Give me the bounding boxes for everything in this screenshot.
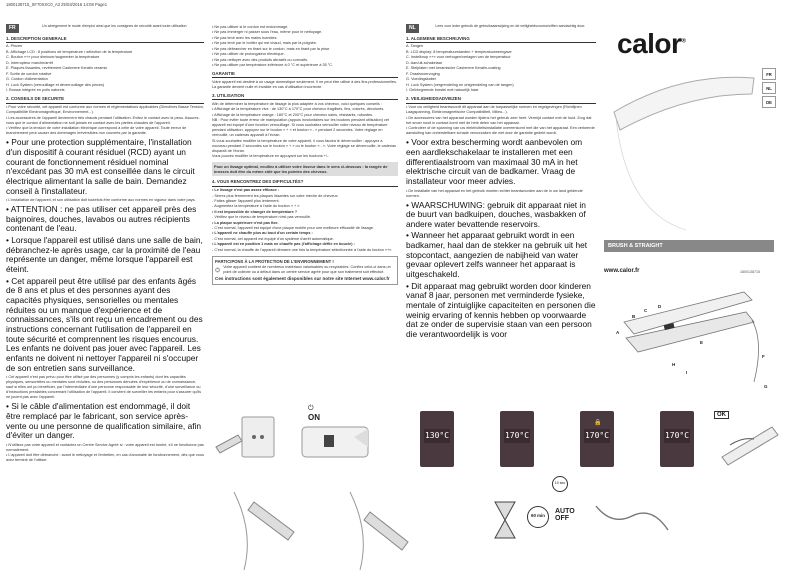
fr-safety-bullet: • Ne pas nettoyer avec des produits abrasifs ou corrosifs. bbox=[212, 57, 309, 62]
nl-s2-text2: • De accessoires van het apparaat worden tijdens het gebruik zeer heet. Vermijd contact met de huid. Zorg dat het snoer nooit in contact komt met de hete delen van het apparaat. bbox=[406, 115, 592, 125]
fr-s1-list bbox=[6, 44, 204, 93]
troubleshoot-line: - C'est normal, cet appareil est équipé d'un système d'arrêt automatique. bbox=[212, 236, 334, 241]
tab-fr: FR bbox=[762, 68, 776, 80]
troubleshoot-line: - C'est normal, la chauffe de l'appareil démarre une fois la température sélectionnée à l'aide du bouton «+». bbox=[212, 247, 393, 252]
calor-logo: calor® bbox=[617, 28, 686, 59]
callout-letter: D bbox=[658, 304, 662, 309]
callout-letter: A bbox=[616, 330, 620, 335]
fr-s1-item: A. Pinces bbox=[6, 44, 23, 49]
temp-display-2: 170°C bbox=[504, 429, 530, 443]
nl-s1-item: F. Draaisnoervoging bbox=[406, 71, 440, 76]
troubleshoot-line: • Le lissage n'est pas assez efficace : bbox=[212, 188, 280, 193]
troubleshoot-line: - Vérifiez que le niveau de température n'est pas verrouillé. bbox=[212, 215, 312, 220]
sixty-min-badge: 60 min bbox=[527, 506, 549, 528]
fr-s3-more: Si vous souhaitez modifier la température de votre appareil, il vous faudra le déverrouiller : appuyez à nouveau pendant 2 secondes sur le bouton « + » ou le bouton « - ». Votre réglage se déverrouille, le cadenas disparaît de l'écran. bbox=[212, 138, 396, 153]
fr-s1-item: E. Plaques lissantes, revêtement Cashmere Keratin ceramic bbox=[6, 66, 108, 71]
temp-display-1: 130°C bbox=[424, 429, 450, 443]
fr-s1-item: F. Sortie de cordon rotative bbox=[6, 71, 52, 76]
straightener-closed-illustration bbox=[606, 72, 756, 232]
step-temp-170a bbox=[470, 407, 548, 472]
env-website-note: Ces instructions sont également disponibles sur notre site Internet www.calor.fr bbox=[215, 276, 390, 282]
fr-safety-bullet: • Ne pas utiliser de prolongateur électrique. bbox=[212, 52, 285, 56]
fr-cable-warning: • Si le câble d'alimentation est endommagé, il doit être remplacé par le fabricant, son service après-vente ou une personne de qualification similaire, afin d'éviter un danger. bbox=[6, 401, 202, 441]
fr-s3-item: • Affichage de la température vive : de 130°C à 170°C pour cheveux fragilisés, fins, colorés, décolorés. bbox=[212, 107, 385, 112]
nl-s1-list bbox=[406, 44, 596, 93]
nl-rcd-warning: • Voor extra bescherming wordt aanbevolen om een aardlekschakelaar te installeren met een differentiaalstroom van maximaal 30 mA in het elektrische circuit van de badkamer. Vraag de installateur voor meer advies. bbox=[406, 137, 583, 186]
ok-label: OK bbox=[714, 411, 729, 419]
lock-icon: 🔒 bbox=[594, 420, 602, 426]
tab-de: DE bbox=[762, 96, 776, 108]
nl-s2-text1: • Voor uw veiligheid beantwoordt dit apparaat aan de toepasselijke normen en regelgevingen (Richtlijnen Laagspanning, Elektromagnetische Compatibiliteit, Milieu...). bbox=[406, 105, 582, 115]
garantie-text: Votre appareil est destiné à un usage domestique seulement. Il ne peut être utilisé à des fins professionnelles. La garantie devient nulle et invalide en cas d'utilisation incorrecte. bbox=[212, 79, 397, 89]
fr-s4-title: 4. VOUS RENCONTREZ DES DIFFICULTÉS? bbox=[212, 179, 398, 186]
fr-s3-last: Vous pouvez modifier la température en appuyant sur les boutons +/-. bbox=[212, 154, 330, 159]
language-tabs bbox=[762, 68, 776, 110]
nl-s1-item: A. Tangen bbox=[406, 44, 424, 49]
fr-s3-list bbox=[212, 107, 398, 118]
nl-s1-item: I. Geïntegreerde borstel met natuurlijk haar bbox=[406, 88, 479, 93]
fr-s1-item: B. Affichage LCD : 8 positions de température • sélection de la température bbox=[6, 49, 133, 54]
fr-troubleshoot-list bbox=[212, 188, 398, 252]
ten-sec-badge: 10 sec bbox=[552, 476, 568, 492]
nl-children-warning: • Dit apparaat mag gebruikt worden door kinderen vanaf 8 jaar, personen met verminderde fysieke, mentale of zintuiglijke capaciteiten en personen die weinig ervaring of kennis hebben op voorwaarde dat ze onder de supervisie staan van een persoon die verantwoordelijk is voor bbox=[406, 280, 596, 340]
step-power-on bbox=[294, 407, 372, 472]
troubleshoot-line: • La plaque supérieure n'est pas fixe. bbox=[212, 220, 279, 225]
fr-install-note: • L'installation de l'appareil, et son utilisation doit toutefois être conforme aux normes en vigueur dans votre pays. bbox=[6, 198, 196, 203]
fr-s2-title: 2. CONSEILS DE SECURITE bbox=[6, 96, 204, 103]
fr-s3-item: • Affichage de la température orange : 180°C et 200°C pour cheveux sains, résistants, robustes. bbox=[212, 112, 374, 117]
fr-s1-item: D. Interrupteur marche/arrêt bbox=[6, 60, 54, 65]
step-temp-130 bbox=[390, 407, 468, 472]
env-title: PARTICIPONS À LA PROTECTION DE L'ENVIRONNEMENT ! bbox=[215, 258, 334, 264]
fr-s2-text2: • Les accessoires de l'appareil deviennent très chauds pendant l'utilisation. Evitez le contact avec la peau. Assurez-vous que le cordon d'alimentation ne soit jamais en contact avec les parties chaudes de l'appareil. bbox=[6, 115, 200, 125]
troubleshoot-line: • L'appareil est en position 1 mais ne chauffe pas (l'affichage défile en boucle) : bbox=[212, 242, 355, 247]
nl-s2-text3: • Controleer of de spanning van uw elektriciteitsinstallatie overeenkomt met die van het apparaat. Een verkeerde aansluiting kan onherstelbare schade veroorzaken die niet door de garantie gedekt wordt. bbox=[406, 126, 595, 136]
troubleshoot-line: - Augmentez la température à l'aide du bouton « + ». bbox=[212, 204, 301, 209]
fr-safety-bullet: • Ne pas tenir avec les mains humides. bbox=[212, 35, 278, 40]
fr-s1-item: C. Bouton «+» pour diminuer/augmenter la température bbox=[6, 55, 100, 60]
fr-unplug-note: • L'appareil doit être débranché : avant le nettoyage et l'entretien, en cas d'anomalie de fonctionnement, dès que vous avez terminé de l'utiliser. bbox=[6, 453, 204, 463]
fr-safety-bullet: • Ne pas tenir par le boîtier qui est chaud, mais par la poignée. bbox=[212, 41, 317, 45]
temp-display-3: 170°C bbox=[584, 429, 610, 443]
fr-bathroom-warning: • Lorsque l'appareil est utilisé dans une salle de bain, débranchez-le après usage, car la proximité de l'eau représente un danger, même lorsque l'appareil est éteint. bbox=[6, 235, 203, 275]
step-temp-lock bbox=[550, 407, 628, 472]
hourglass-icon bbox=[490, 500, 520, 540]
brushing-illustration-1 bbox=[214, 482, 314, 572]
nl-s1-item: E. Stelplaten met keramische Cashmere Keratin-coating bbox=[406, 66, 501, 71]
fr-safety-bullet: • Ne pas utiliser par température inférieure à 0 °C et supérieure à 35 °C. bbox=[212, 63, 334, 67]
env-text: Votre appareil contient de nombreux matériaux valorisables ou recyclables. Confiez celui-ci dans un point de collecte ou à défaut dans un centre service agréé pour que son traitement soit effectué. bbox=[223, 265, 391, 275]
fr-s1-item: H. Lock System (verrouillage et déverrouillage des pinces) bbox=[6, 82, 105, 87]
nl-s1-item: D. Aan/uit-schakelaar bbox=[406, 60, 443, 65]
fr-persons-note: • Cet appareil n'est pas prévu pour être utilisé par des personnes (y compris les enfants) dont les capacités physiques, sensorielles ou mentales sont réduites, ou des personnes dénuées d'expérience ou de connaissance, sauf si elles ont pu bénéficier, par l'intermédiaire d'une personne responsable de leur sécurité, d'une surveillance ou d'instructions préalables concernant l'utilisation de l'appareil. Il convient de surveiller les enfants pour s'assurer qu'ils ne jouent pas avec l'appareil. bbox=[6, 375, 202, 400]
fr-safety-bullet: • Ne pas utiliser si le cordon est endommagé. bbox=[212, 24, 289, 29]
power-icon: ⏻ bbox=[308, 405, 314, 412]
nl-s2-title: 2. VEILIGHEIDSADVIEZEN bbox=[406, 96, 596, 103]
fr-service-note: • N'utilisez pas votre appareil et contactez un Centre Service Agréé si : votre appareil est tombé, s'il ne fonctionne pas normalement. bbox=[6, 442, 204, 452]
product-banner: BRUSH & STRAIGHT bbox=[604, 240, 774, 252]
troubleshoot-line: • L'appareil ne chauffe plus au bout d'un certain temps : bbox=[212, 231, 313, 236]
nl-column bbox=[406, 24, 596, 404]
fr-s3-nb: NB : Pour éviter toute erreur de manipulation (appuis involontaires sur les boutons pendant utilisation) cet appareil est équipé d'une fonction verrouillage. Si vous souhaitez verrouiller votre niveau de température pendant utilisation, appuyez sur le bouton « + » et bouton « - » pendant 2 secondes. Votre réglage en verrouillé, un cadenas apparaît à l'écran. bbox=[212, 118, 390, 138]
environment-box bbox=[212, 256, 398, 286]
nl-intro: Lees voor ieder gebruik de gebruiksaanwijzing en de veiligheidsvoorschriften aandachtig door. bbox=[435, 24, 586, 28]
fr-optimal-box: Pour un lissage optimal, veuillez à utiliser votre lisseur dans le sens ci-dessous : la rangée de brosses doit être du même côté que les pointes des cheveux. bbox=[212, 162, 398, 176]
callout-letter: I bbox=[686, 370, 688, 375]
nl-s1-item: B. LCD display: 8 temperatuurstanden + temperatuurweergave bbox=[406, 49, 512, 54]
nl-water-warning: • WAARSCHUWING: gebruik dit apparaat niet in de buurt van badkuipen, douches, wasbakken of andere water bevattende reservoirs. bbox=[406, 199, 586, 229]
troubleshoot-line: • Il est impossible de changer de température ? bbox=[212, 209, 298, 214]
fr-s1-item: G. Cordon d'alimentation bbox=[6, 77, 48, 82]
nl-bathroom-warning: • Wanneer het apparaat gebruikt wordt in een badkamer, haal dan de stekker na gebruik uit het stopcontact, aangezien de nabijheid van water gevaar oplevert zelfs wanneer het apparaat is uitgeschakeld. bbox=[406, 230, 588, 280]
fr-s1-title: 1. DESCRIPTION GENERALE bbox=[6, 36, 204, 43]
fr-intro: Un abrégement le mode d'emploi ainsi que les consignes de sécurité avant toute utilisation bbox=[42, 24, 187, 28]
cord-illustration bbox=[592, 496, 672, 541]
nl-s1-title: 1. ALGEMENE BESCHRIJVING bbox=[406, 36, 596, 43]
fr-s2-text3: • Vérifiez que la tension de votre installation électrique correspond à celle de votre appareil. Toute erreur de branchement peut causer des dommages irréversibles non couverts par la garantie. bbox=[6, 126, 187, 136]
fr-safety-bullet: • Ne pas débrancher en tirant sur le cordon, mais en tirant par la prise. bbox=[212, 46, 331, 51]
nl-s1-item: H. Lock System (vergrendeling en ontgrendeling van de tangen) bbox=[406, 82, 514, 87]
fr-lang-tag: FR bbox=[6, 24, 19, 33]
fr-s3-intro: Afin de déterminer la température de lissage la plus adaptée à vos cheveux, voici quelques conseils : bbox=[212, 101, 382, 106]
auto-off-label: AUTO OFF bbox=[555, 508, 575, 522]
callout-letter: F bbox=[762, 354, 765, 359]
callout-letter: G bbox=[764, 384, 768, 389]
illustration-letters bbox=[612, 300, 772, 400]
tab-nl: NL bbox=[762, 82, 776, 94]
on-label: ON bbox=[308, 413, 320, 422]
troubleshoot-line: - Serrez plus fermement les plaques lissantes sur votre mèche de cheveux. bbox=[212, 193, 339, 198]
callout-letter: H bbox=[672, 362, 676, 367]
fr-children-warning: • Cet appareil peut être utilisé par des enfants âgés de 8 ans et plus et des personnes ayant des capacités physiques, sensorielles ou mentales réduites ou un manque d'expérience et de connaissances, s'ils ont reçu un encadrement ou des instructions concernant l'utilisation de l'appareil en toute sécurité et comprennent les risques encourus. Les enfants ne doivent pas jouer avec l'appareil. Les enfants ne doivent ni nettoyer l'appareil ni s'occuper de son entretien sans surveillance. bbox=[6, 275, 203, 373]
fr-column-2 bbox=[212, 24, 398, 404]
brushing-illustration-2 bbox=[320, 482, 420, 572]
fr-s1-item: I. Brosse intégrée en poils naturels bbox=[6, 88, 65, 93]
troubleshoot-line: - Faites glisser l'appareil plus lentement. bbox=[212, 199, 280, 204]
fr-column bbox=[6, 24, 204, 576]
callout-letter: B bbox=[632, 314, 636, 319]
fr-water-warning: • ATTENTION : ne pas utiliser cet appareil près des baignoires, douches, lavabos ou autres récipients contenant de l'eau. bbox=[6, 204, 197, 234]
reference-code: 1800138715 bbox=[740, 270, 760, 274]
recycle-icon bbox=[215, 265, 220, 275]
fr-rcd-warning: • Pour une protection supplémentaire, l'installation d'un dispositif à courant résiduel (RCD) ayant un courant de fonctionnement résiduel nominal n'excédant pas 30 mA est conseillée dans le circuit électrique alimentant la salle de bain. Demandez conseil à l'installateur. bbox=[6, 137, 195, 196]
nl-s1-item: C. Instelknop «+» voor verhogen/verlagen van de temperatuur bbox=[406, 55, 511, 60]
nl-lang-tag: NL bbox=[406, 24, 419, 33]
step-ok bbox=[712, 407, 790, 472]
nl-s1-item: G. Voedingskabel bbox=[406, 77, 436, 82]
step-temp-170b bbox=[630, 407, 708, 472]
fr-s3-title: 3. UTILISATION bbox=[212, 93, 398, 100]
step-plug bbox=[212, 407, 290, 472]
callout-letter: E bbox=[700, 340, 704, 345]
troubleshoot-line: - C'est normal, l'appareil est équipé d'une plaque mobile pour une meilleure efficacité de lissage. bbox=[212, 225, 374, 230]
nl-install-note: • De installatie van het apparaat en het gebruik moeten echter beantwoorden aan de in uw land geldende normen. bbox=[406, 188, 583, 198]
temp-display-4: 170°C bbox=[664, 429, 690, 443]
fr-s2-text1: • Pour votre sécurité, cet appareil est conforme aux normes et réglementations applicables (Directives Basse Tension, Compatibilité Electromagnétique, Environnement...). bbox=[6, 105, 204, 115]
website-url: www.calor.fr bbox=[604, 268, 640, 274]
garantie-title: GARANTIE bbox=[212, 71, 398, 78]
print-header: 1800138715_SF70XXC0_A3 25/03/2016 14:08 Page1 bbox=[6, 2, 108, 7]
fr-safety-bullets bbox=[212, 25, 398, 69]
callout-letter: C bbox=[644, 308, 648, 313]
fr-safety-bullet: • Ne pas immerger ni passer sous l'eau, même pour le nettoyage. bbox=[212, 30, 323, 34]
